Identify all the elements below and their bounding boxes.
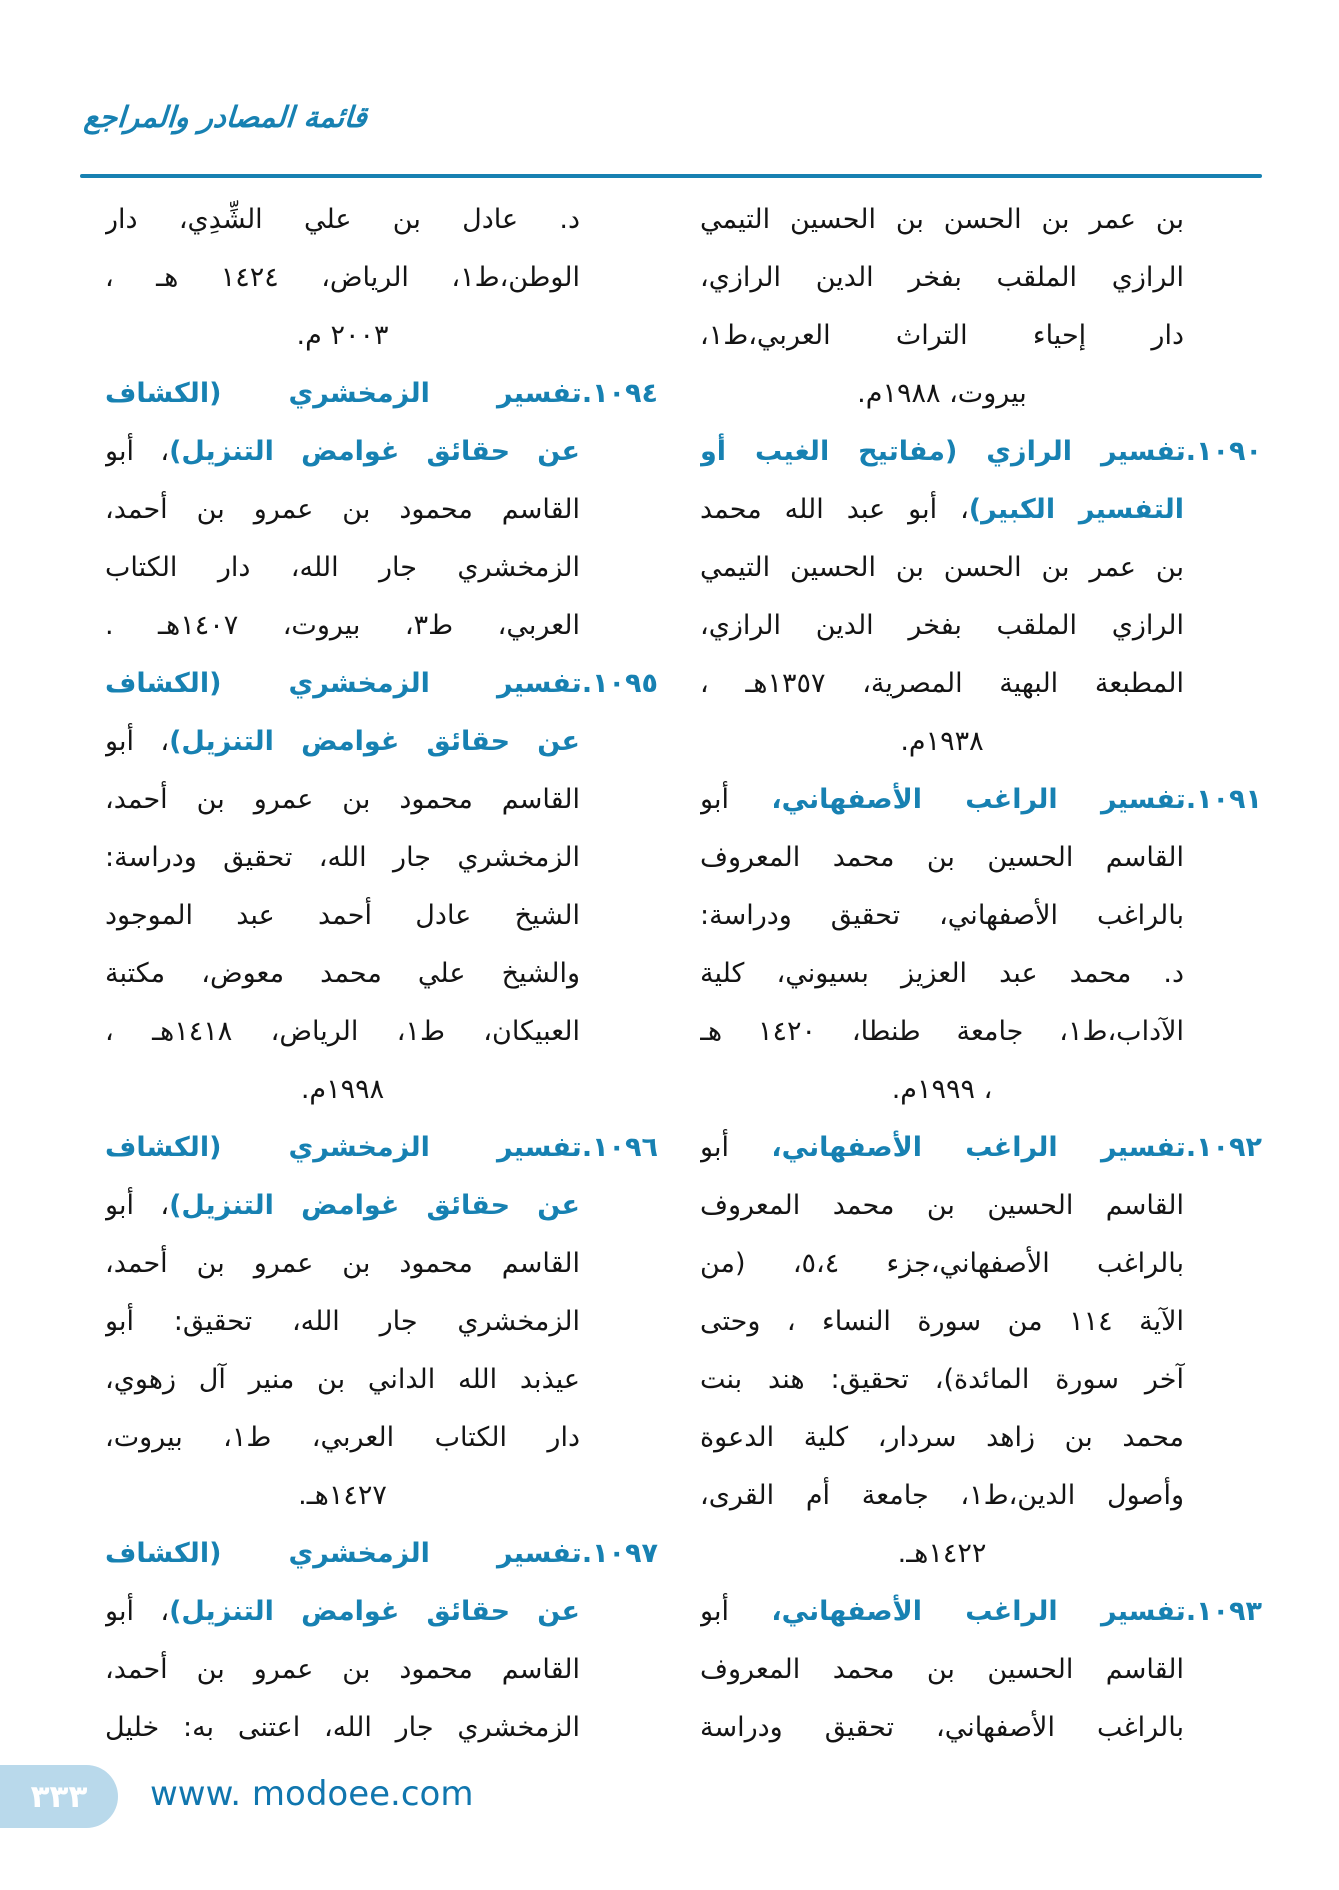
bib-line <box>105 1177 658 1235</box>
bib-text: القاسم محمود بن عمرو بن أحمد، <box>105 784 580 815</box>
bib-entry-first-line <box>700 771 1262 829</box>
bib-text: ، أبو <box>105 1190 170 1221</box>
bib-text: القاسم محمود بن عمرو بن أحمد، <box>105 494 580 525</box>
bib-line <box>700 481 1262 539</box>
bib-entry-title: التفسير الكبير) <box>968 494 1184 525</box>
bib-text: د. عادل بن علي الشِّدِي، دار <box>105 204 580 235</box>
bib-text: أبو <box>700 784 772 815</box>
bib-line <box>700 655 1262 713</box>
bib-line <box>700 191 1262 249</box>
bib-line <box>105 713 658 771</box>
bibliography-column-right <box>700 191 1262 1757</box>
bib-line <box>105 1699 658 1757</box>
bib-text: ١٩٩٨م. <box>300 1074 385 1105</box>
bib-entry-title: ١٠٩٢.تفسير الراغب الأصفهاني، <box>771 1132 1262 1163</box>
bib-text: بن عمر بن الحسن بن الحسين التيمي <box>700 204 1184 235</box>
bib-line <box>105 771 658 829</box>
bib-line <box>105 887 658 945</box>
page-header-title: قائمة المصادر والمراجع <box>82 100 369 134</box>
bib-line <box>105 1467 658 1525</box>
bib-entry-title: ١٠٩٦.تفسير الزمخشري (الكشاف <box>105 1132 658 1163</box>
bib-line <box>105 249 658 307</box>
bib-line <box>105 829 658 887</box>
bib-line <box>105 1061 658 1119</box>
bib-text: بن عمر بن الحسن بن الحسين التيمي <box>700 552 1184 583</box>
bib-text: دار الكتاب العربي، ط١، بيروت، <box>105 1422 580 1453</box>
bib-line <box>700 1003 1262 1061</box>
bib-line <box>700 1061 1262 1119</box>
bib-text: ، أبو <box>105 1596 170 1627</box>
page-number: ٣٣٣ <box>30 1778 88 1815</box>
bib-text: بالراغب الأصفهاني، تحقيق ودراسة <box>700 1712 1184 1743</box>
bib-entry-title: عن حقائق غوامض التنزيل) <box>169 436 580 467</box>
bib-entry-title: ١٠٩٠.تفسير الرازي (مفاتيح الغيب أو <box>700 436 1262 467</box>
bib-entry-title: ١٠٩٧.تفسير الزمخشري (الكشاف <box>105 1538 658 1569</box>
bib-text: الزمخشري جار الله، تحقيق ودراسة: <box>105 842 580 873</box>
bib-text: بالراغب الأصفهاني، تحقيق ودراسة: <box>700 900 1184 931</box>
bib-text: وأصول الدين،ط١، جامعة أم القرى، <box>700 1480 1184 1511</box>
bib-line <box>700 1235 1262 1293</box>
bib-text: آخر سورة المائدة)، تحقيق: هند بنت <box>700 1364 1184 1395</box>
bib-text: العبيكان، ط١، الرياض، ١٤١٨هـ ، <box>105 1016 580 1047</box>
bib-entry-first-line <box>700 1119 1262 1177</box>
bib-text: أبو <box>700 1596 772 1627</box>
bib-text: الوطن،ط١، الرياض، ١٤٢٤ هـ ، <box>105 262 581 293</box>
bib-entry-title: ١٠٩٥.تفسير الزمخشري (الكشاف <box>105 668 658 699</box>
bib-entry-title: عن حقائق غوامض التنزيل) <box>169 726 580 757</box>
bib-text: بالراغب الأصفهاني،جزء ٥،٤، (من <box>700 1248 1184 1279</box>
bib-text: القاسم محمود بن عمرو بن أحمد، <box>105 1654 580 1685</box>
bib-entry-first-line <box>105 365 658 423</box>
bib-entry-title: عن حقائق غوامض التنزيل) <box>169 1596 580 1627</box>
header-rule <box>80 174 1262 178</box>
bib-line <box>105 191 658 249</box>
bib-text: د. محمد عبد العزيز بسيوني، كلية <box>700 958 1184 989</box>
bib-line <box>700 365 1262 423</box>
bibliography-column-left <box>105 191 658 1757</box>
bib-text: أبو <box>700 1132 772 1163</box>
bib-text: الرازي الملقب بفخر الدين الرازي، <box>700 262 1184 293</box>
bib-line <box>105 597 658 655</box>
bib-line <box>700 1467 1262 1525</box>
bib-line <box>700 1177 1262 1235</box>
website-link[interactable]: www. modoee.com <box>150 1774 474 1814</box>
bib-line <box>105 1641 658 1699</box>
bib-line <box>105 1351 658 1409</box>
bib-line <box>105 1583 658 1641</box>
bib-text: والشيخ علي محمد معوض، مكتبة <box>105 958 580 989</box>
bib-text: الآداب،ط١، جامعة طنطا، ١٤٢٠ هـ <box>700 1016 1184 1047</box>
bib-text: عيذبد الله الداني بن منير آل زهوي، <box>105 1364 580 1395</box>
bib-line <box>700 1525 1262 1583</box>
bib-entry-title: ١٠٩٣.تفسير الراغب الأصفهاني، <box>771 1596 1262 1627</box>
bib-text: الزمخشري جار الله، دار الكتاب <box>105 552 580 583</box>
bib-line <box>105 423 658 481</box>
bib-line <box>700 539 1262 597</box>
bib-text: القاسم الحسين بن محمد المعروف <box>700 1654 1184 1685</box>
bib-text: القاسم الحسين بن محمد المعروف <box>700 1190 1184 1221</box>
bib-text: بيروت، ١٩٨٨م. <box>857 378 1027 409</box>
bib-text: الشيخ عادل أحمد عبد الموجود <box>105 900 580 931</box>
bib-line <box>700 713 1262 771</box>
bib-line <box>700 597 1262 655</box>
bib-line <box>105 307 658 365</box>
bib-line <box>105 945 658 1003</box>
bib-entry-title: ١٠٩١.تفسير الراغب الأصفهاني، <box>771 784 1262 815</box>
bib-line <box>105 539 658 597</box>
bib-text: ٢٠٠٣ م. <box>296 320 389 351</box>
bib-entry-first-line <box>105 1525 658 1583</box>
bib-line <box>700 307 1262 365</box>
page-number-badge <box>0 1765 118 1828</box>
bib-text: ، ١٩٩٩م. <box>891 1074 993 1105</box>
bib-line <box>700 1641 1262 1699</box>
bib-line <box>700 1351 1262 1409</box>
bib-entry-title: عن حقائق غوامض التنزيل) <box>169 1190 580 1221</box>
bib-text: الرازي الملقب بفخر الدين الرازي، <box>700 610 1184 641</box>
bib-text: القاسم الحسين بن محمد المعروف <box>700 842 1184 873</box>
bib-text: ، أبو <box>105 436 170 467</box>
bib-entry-first-line <box>105 1119 658 1177</box>
bib-entry-first-line <box>700 423 1262 481</box>
bib-text: محمد بن زاهد سردار، كلية الدعوة <box>700 1422 1184 1453</box>
bib-text: ، أبو عبد الله محمد <box>700 494 969 525</box>
bib-line <box>105 1409 658 1467</box>
bib-line <box>700 945 1262 1003</box>
bib-line <box>105 1003 658 1061</box>
bib-text: الزمخشري جار الله، تحقيق: أبو <box>105 1306 580 1337</box>
bib-text: الزمخشري جار الله، اعتنى به: خليل <box>105 1712 580 1743</box>
bib-line <box>700 829 1262 887</box>
bib-line <box>700 249 1262 307</box>
bib-entry-first-line <box>700 1583 1262 1641</box>
bib-text: ١٤٢٢هـ. <box>897 1538 987 1569</box>
bib-text: المطبعة البهية المصرية، ١٣٥٧هـ ، <box>700 668 1184 699</box>
bib-line <box>105 1293 658 1351</box>
bib-line <box>700 1409 1262 1467</box>
bib-text: ، أبو <box>105 726 170 757</box>
bib-entry-title: ١٠٩٤.تفسير الزمخشري (الكشاف <box>105 378 658 409</box>
bib-entry-first-line <box>105 655 658 713</box>
bib-text: العربي، ط٣، بيروت، ١٤٠٧هـ . <box>105 610 580 641</box>
bib-line <box>105 1235 658 1293</box>
bib-text: القاسم محمود بن عمرو بن أحمد، <box>105 1248 580 1279</box>
bib-text: دار إحياء التراث العربي،ط١، <box>700 320 1184 351</box>
bib-text: ١٤٢٧هـ. <box>298 1480 387 1511</box>
bib-line <box>700 1293 1262 1351</box>
bib-text: ١٩٣٨م. <box>900 726 984 757</box>
bib-text: الآية ١١٤ من سورة النساء ، وحتى <box>700 1306 1184 1337</box>
bib-line <box>700 1699 1262 1757</box>
bib-line <box>700 887 1262 945</box>
bib-line <box>105 481 658 539</box>
